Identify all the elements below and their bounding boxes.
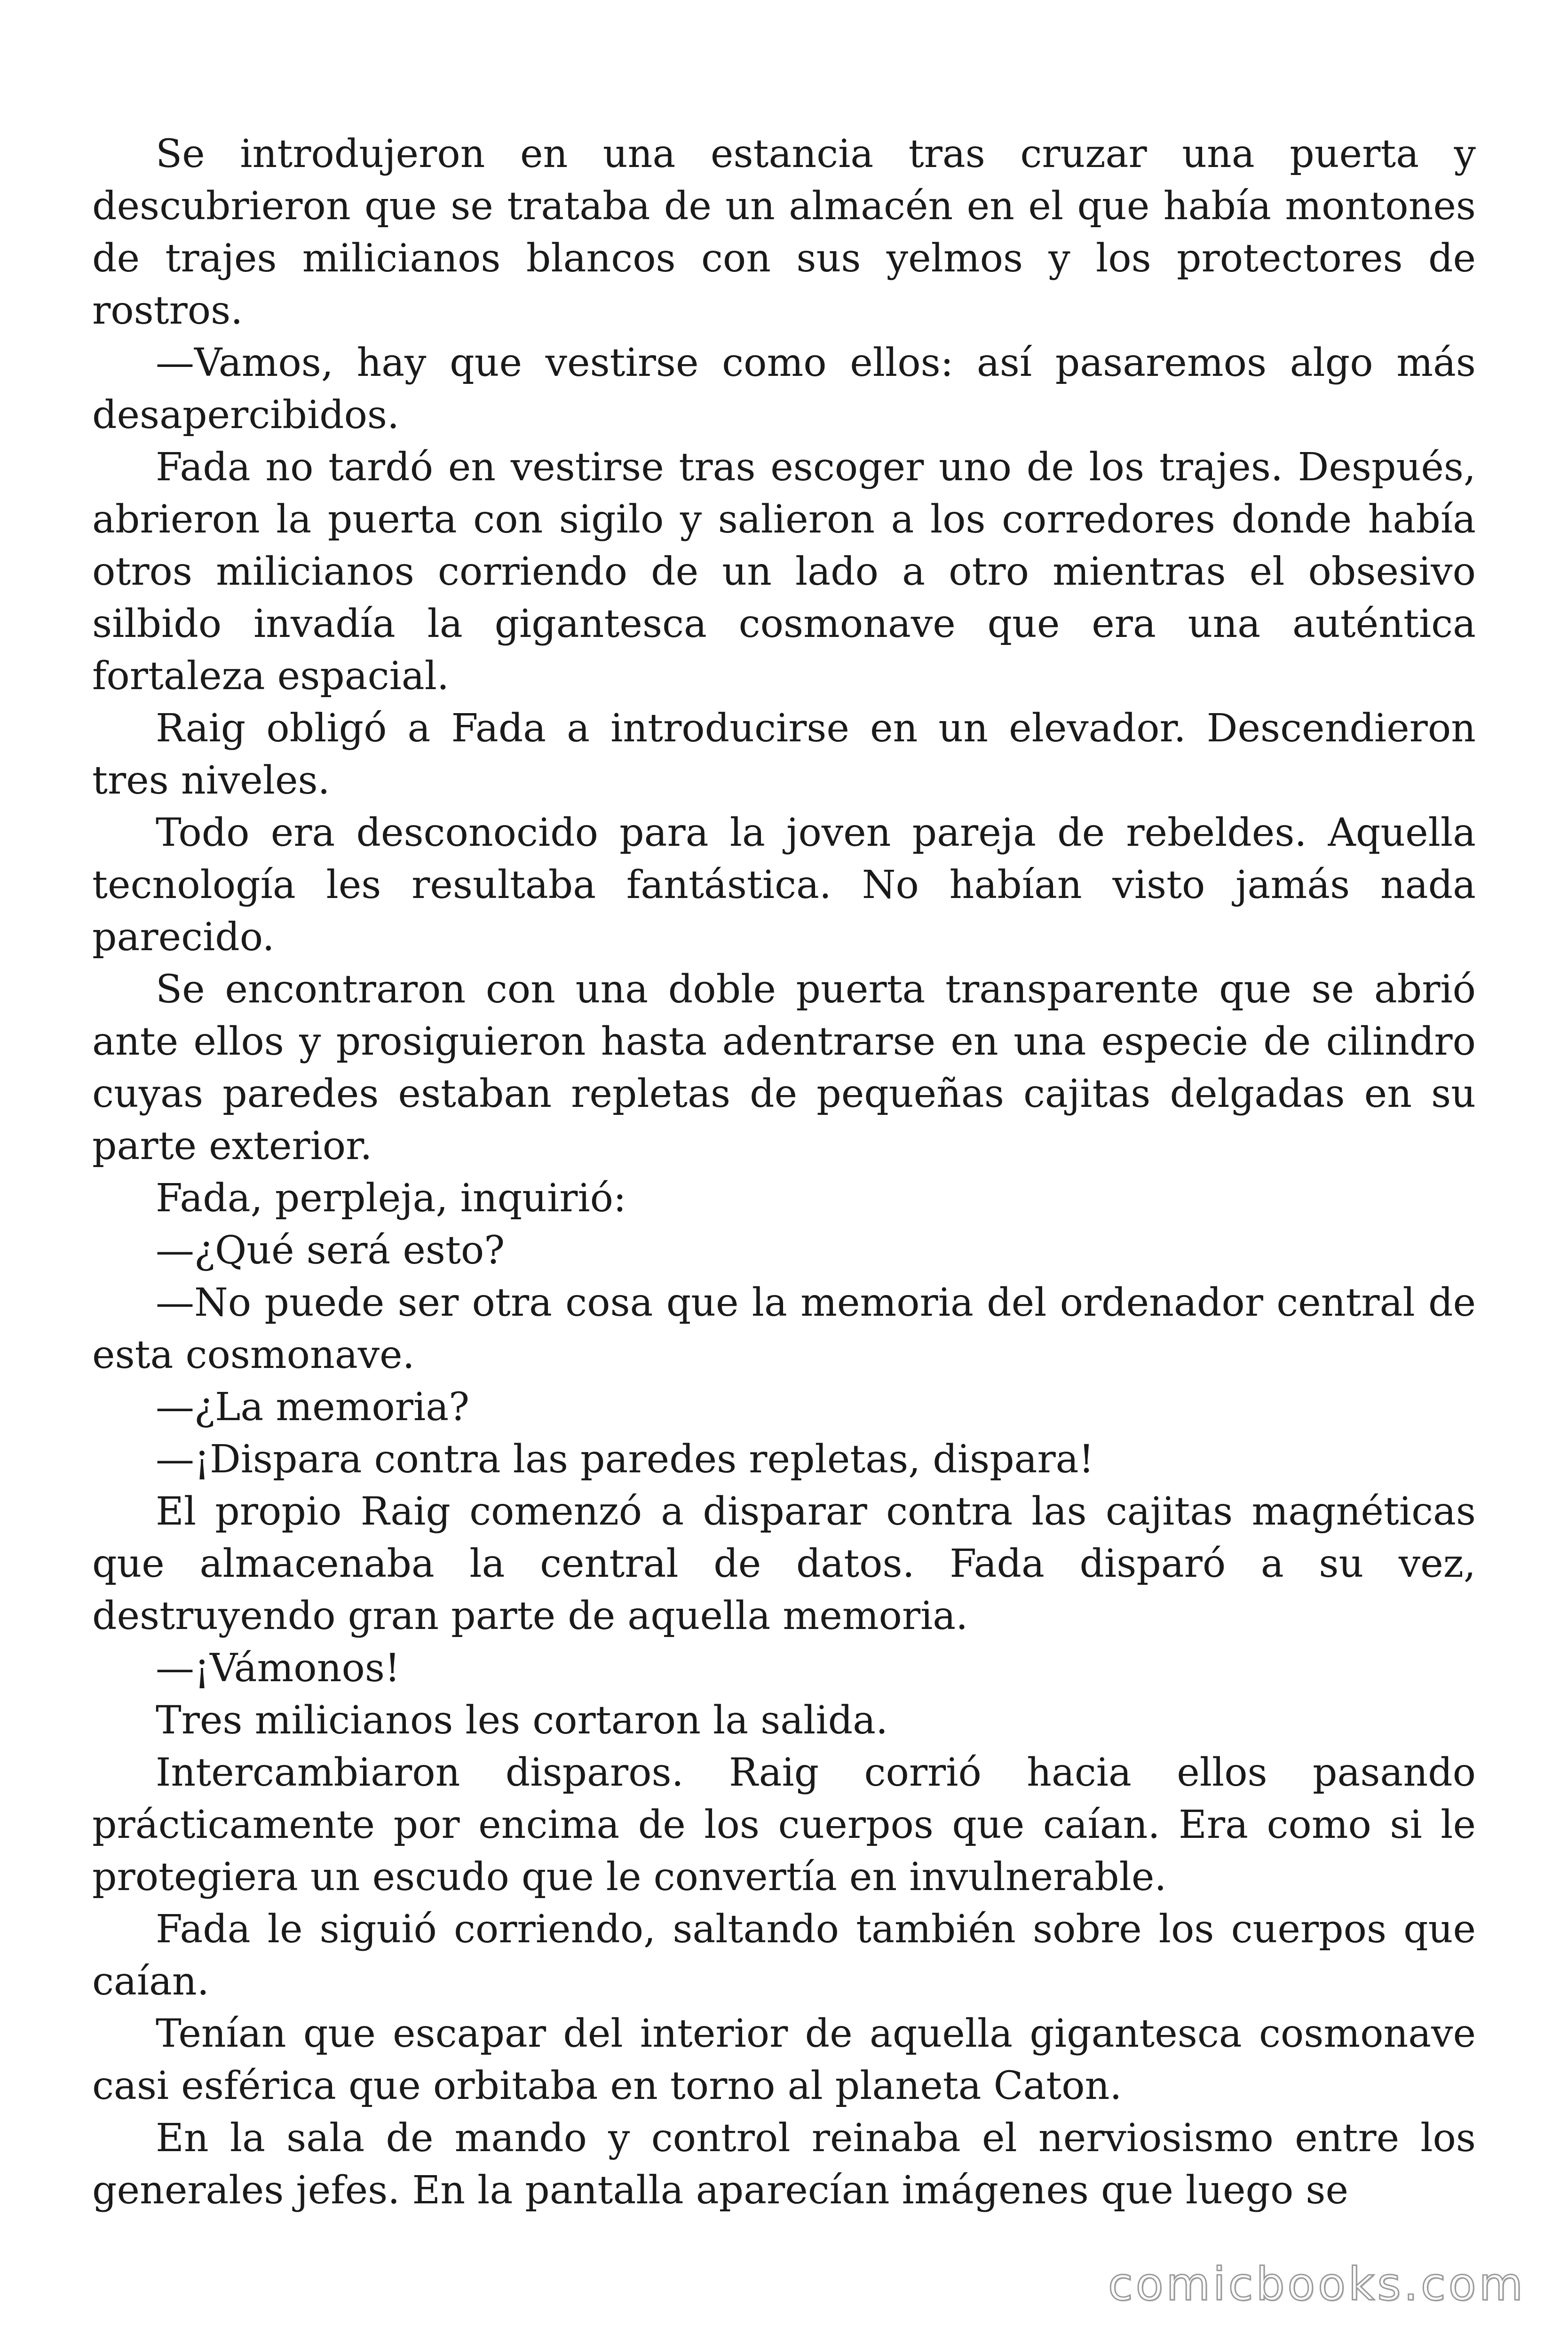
paragraph: —Vamos, hay que vestirse como ellos: así pasaremos algo más desapercibidos. — [92, 341, 1476, 437]
paragraph: El propio Raig comenzó a disparar contra las cajitas magnéticas que almacenaba la central de datos. Fada disparó a su vez, destruyendo gran parte de aquella memoria. — [92, 1489, 1476, 1638]
paragraph: —¿La memoria? — [156, 1385, 470, 1430]
paragraph: Se encontraron con una doble puerta transparente que se abrió ante ellos y prosiguieron hasta adentrarse en una especie de cilindro cuyas paredes estaban repletas de pequeñas cajitas delgadas en su parte exterior. — [92, 967, 1476, 1168]
paragraph: Fada, perpleja, inquirió: — [156, 1176, 626, 1221]
paragraph: —¡Dispara contra las paredes repletas, dispara! — [156, 1437, 1094, 1482]
paragraph: Intercambiaron disparos. Raig corrió hacia ellos pasando prácticamente por encima de los cuerpos que caían. Era como si le protegiera un escudo que le convertía en invulnerable. — [92, 1750, 1476, 1899]
paragraph: Tres milicianos les cortaron la salida. — [156, 1698, 888, 1743]
paragraph: Fada le siguió corriendo, saltando también sobre los cuerpos que caían. — [92, 1907, 1476, 2004]
paragraph: Se introdujeron en una estancia tras cruzar una puerta y descubrieron que se trataba de un almacén en el que había montones de trajes milicianos blancos con sus yelmos y los protectores de rostros. — [92, 132, 1476, 333]
paragraph: —¡Vámonos! — [156, 1646, 400, 1691]
watermark: comicbooks.com — [1108, 2258, 1526, 2311]
paragraph: Raig obligó a Fada a introducirse en un elevador. Descendieron tres niveles. — [92, 706, 1476, 803]
paragraph: Fada no tardó en vestirse tras escoger uno de los trajes. Después, abrieron la puerta con sigilo y salieron a los corredores donde había otros milicianos corriendo de un lado a otro mientras el obsesivo silbido invadía la gigantesca cosmonave que era una auténtica fortaleza espacial. — [92, 445, 1476, 699]
paragraph: —No puede ser otra cosa que la memoria del ordenador central de esta cosmonave. — [92, 1280, 1476, 1377]
paragraph: Todo era desconocido para la joven pareja de rebeldes. Aquella tecnología les resultaba fantástica. No habían visto jamás nada parecido. — [92, 810, 1476, 960]
page-body — [92, 128, 1476, 2217]
paragraph: Tenían que escapar del interior de aquella gigantesca cosmonave casi esférica que orbitaba en torno al planeta Caton. — [92, 2011, 1476, 2108]
paragraph: —¿Qué será esto? — [156, 1228, 505, 1273]
paragraph: En la sala de mando y control reinaba el nerviosismo entre los generales jefes. En la pantalla aparecían imágenes que luego se — [92, 2116, 1476, 2213]
